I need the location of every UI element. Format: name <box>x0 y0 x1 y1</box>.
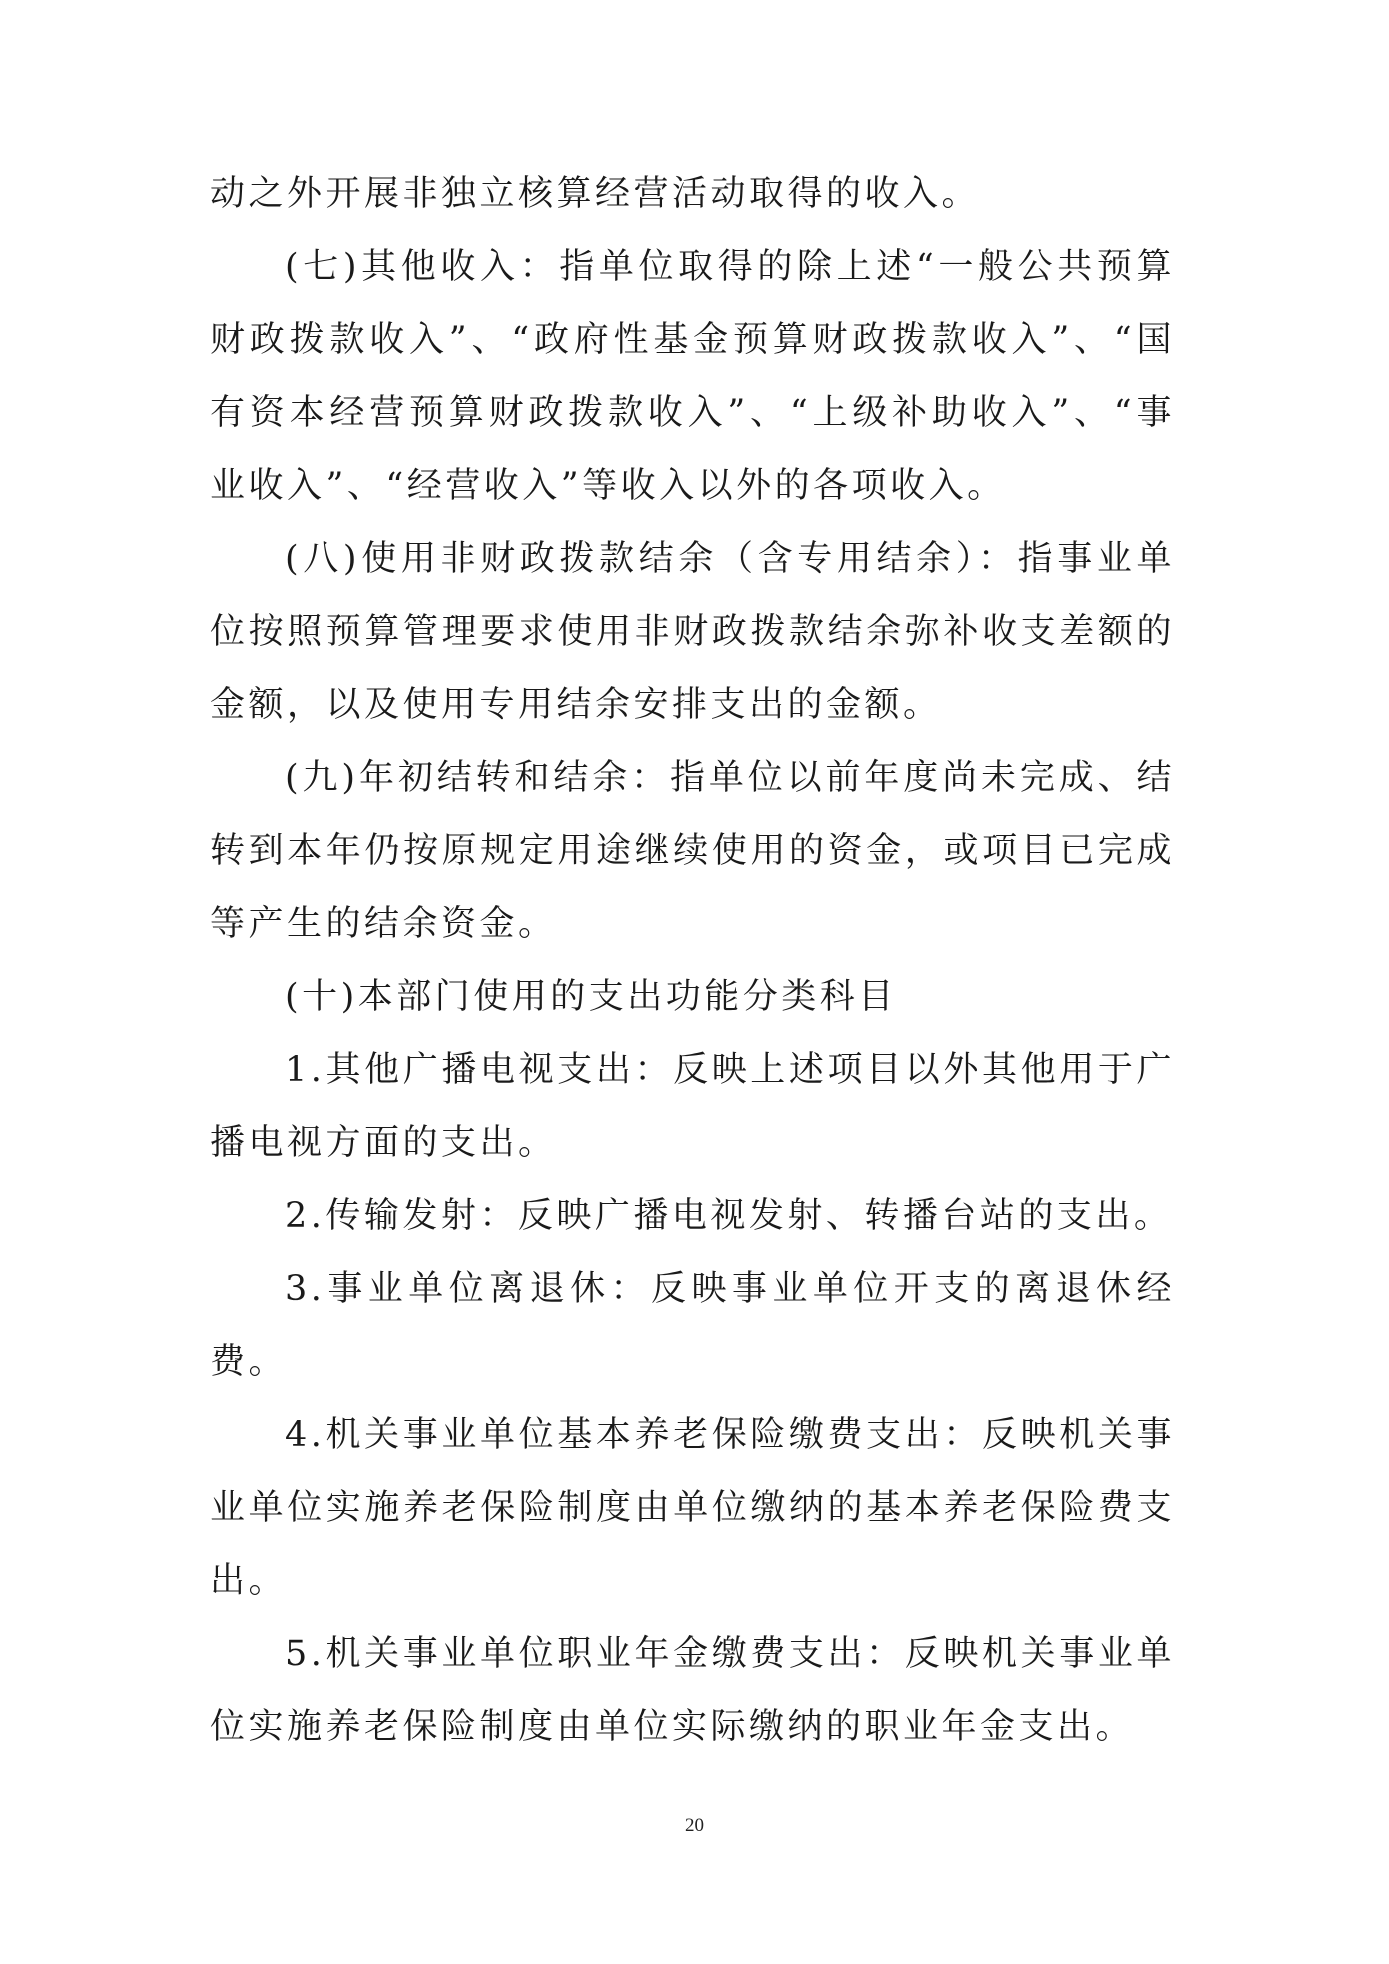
paragraph-other-income: (七)其他收入：指单位取得的除上述“一般公共预算财政拨款收入”、“政府性基金预算财政拨款收入”、“国有资本经营预算财政拨款收入”、“上级补助收入”、“事业收入”、“经营收入”等收入以外的各项收入。 <box>210 247 1175 506</box>
paragraph-item-3: 3.事业单位离退休：反映事业单位开支的离退休经费。 <box>210 1269 1175 1382</box>
paragraph-non-fiscal-surplus: (八)使用非财政拨款结余（含专用结余）：指事业单位按照预算管理要求使用非财政拨款结余弥补收支差额的金额，以及使用专用结余安排支出的金额。 <box>210 539 1175 725</box>
document-body <box>210 158 1175 1764</box>
page-number: 20 <box>685 1815 704 1836</box>
paragraph-item-2: 2.传输发射：反映广播电视发射、转播台站的支出。 <box>285 1196 1173 1236</box>
paragraph-item-5: 5.机关事业单位职业年金缴费支出：反映机关事业单位实施养老保险制度由单位实际缴纳的职业年金支出。 <box>210 1634 1175 1747</box>
paragraph-expenditure-categories-heading: (十)本部门使用的支出功能分类科目 <box>285 977 897 1017</box>
paragraph-item-4: 4.机关事业单位基本养老保险缴费支出：反映机关事业单位实施养老保险制度由单位缴纳的基本养老保险费支出。 <box>210 1415 1175 1601</box>
paragraph-item-1: 1.其他广播电视支出：反映上述项目以外其他用于广播电视方面的支出。 <box>210 1050 1175 1163</box>
paragraph-carryover-balance: (九)年初结转和结余：指单位以前年度尚未完成、结转到本年仍按原规定用途继续使用的资金，或项目已完成等产生的结余资金。 <box>210 758 1175 944</box>
paragraph-continuation: 动之外开展非独立核算经营活动取得的收入。 <box>210 174 981 214</box>
